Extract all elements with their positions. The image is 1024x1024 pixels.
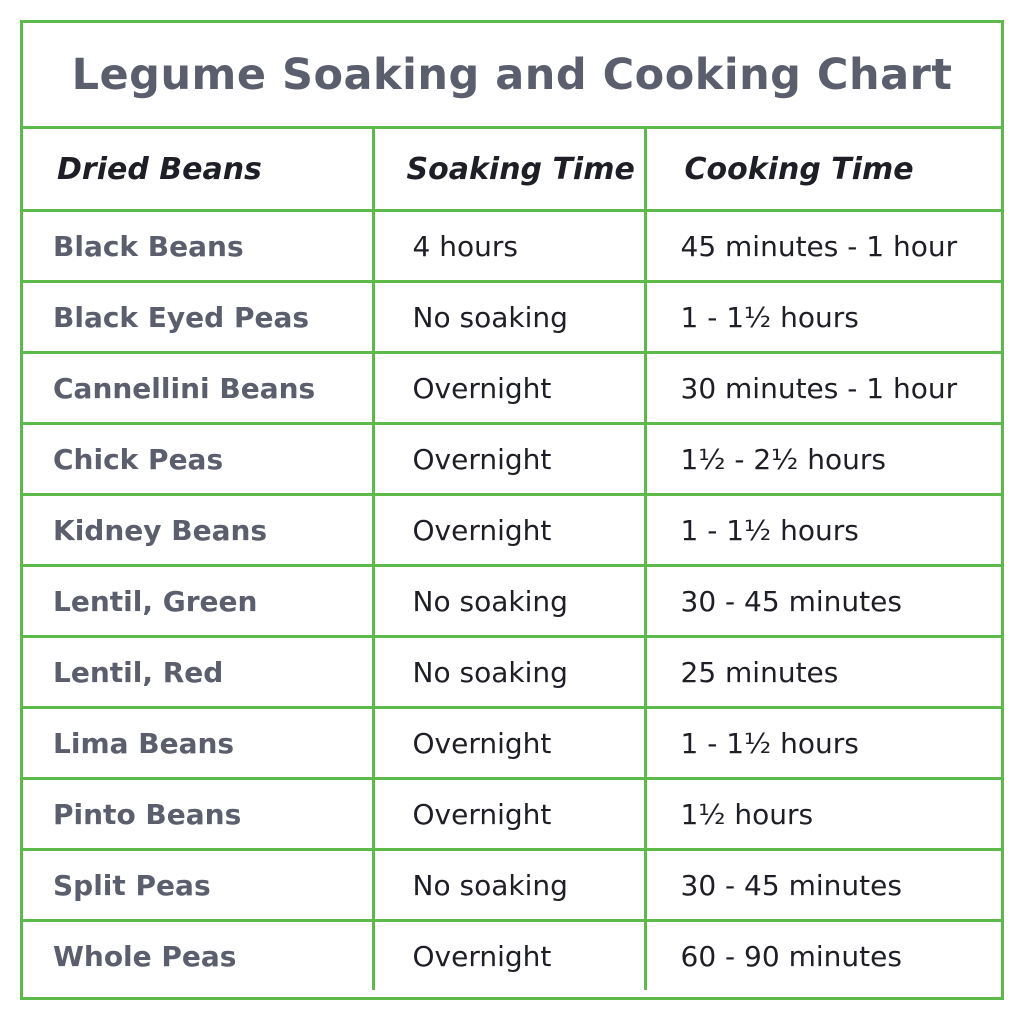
table-row (23, 495, 1001, 566)
bean-name: Black Eyed Peas (23, 282, 373, 353)
table-row (23, 779, 1001, 850)
cooking-time: 1 - 1½ hours (645, 708, 1001, 779)
bean-name: Black Beans (23, 211, 373, 282)
bean-name: Split Peas (23, 850, 373, 921)
bean-name: Whole Peas (23, 921, 373, 991)
table-row (23, 211, 1001, 282)
table-row (23, 708, 1001, 779)
header-soaking-time: Soaking Time (373, 129, 645, 211)
soaking-time: 4 hours (373, 211, 645, 282)
header-dried-beans: Dried Beans (23, 129, 373, 211)
table-row (23, 424, 1001, 495)
legume-table (23, 129, 1001, 990)
cooking-time: 1 - 1½ hours (645, 282, 1001, 353)
bean-name: Lentil, Green (23, 566, 373, 637)
bean-name: Kidney Beans (23, 495, 373, 566)
soaking-time: Overnight (373, 921, 645, 991)
soaking-time: No soaking (373, 850, 645, 921)
legume-chart (20, 20, 1004, 1000)
soaking-time: Overnight (373, 708, 645, 779)
soaking-time: Overnight (373, 495, 645, 566)
table-row (23, 850, 1001, 921)
cooking-time: 60 - 90 minutes (680, 939, 902, 973)
cooking-time: 25 minutes (645, 637, 1001, 708)
cooking-time: 1 - 1½ hours (645, 495, 1001, 566)
table-row (23, 637, 1001, 708)
bean-name: Pinto Beans (23, 779, 373, 850)
bean-name: Cannellini Beans (23, 353, 373, 424)
table-row (23, 921, 1001, 991)
bean-name: Lima Beans (23, 708, 373, 779)
chart-title: Legume Soaking and Cooking Chart (71, 49, 953, 100)
soaking-time: No soaking (373, 282, 645, 353)
soaking-time: Overnight (373, 424, 645, 495)
header-cooking-time: Cooking Time (645, 129, 1001, 211)
cooking-time: 45 minutes - 1 hour (645, 211, 1001, 282)
cooking-time: 30 - 45 minutes (645, 850, 1001, 921)
table-row (23, 353, 1001, 424)
cooking-time: 1½ hours (645, 779, 1001, 850)
bean-name: Lentil, Red (23, 637, 373, 708)
table-row (23, 282, 1001, 353)
cooking-time: 1½ - 2½ hours (645, 424, 1001, 495)
title-row (23, 23, 1001, 129)
soaking-time: Overnight (373, 779, 645, 850)
cooking-time: 30 - 45 minutes (645, 566, 1001, 637)
bean-name: Chick Peas (23, 424, 373, 495)
soaking-time: No soaking (373, 637, 645, 708)
header-row (23, 129, 1001, 211)
table-row (23, 566, 1001, 637)
soaking-time: Overnight (373, 353, 645, 424)
soaking-time: No soaking (373, 566, 645, 637)
cooking-time: 30 minutes - 1 hour (645, 353, 1001, 424)
